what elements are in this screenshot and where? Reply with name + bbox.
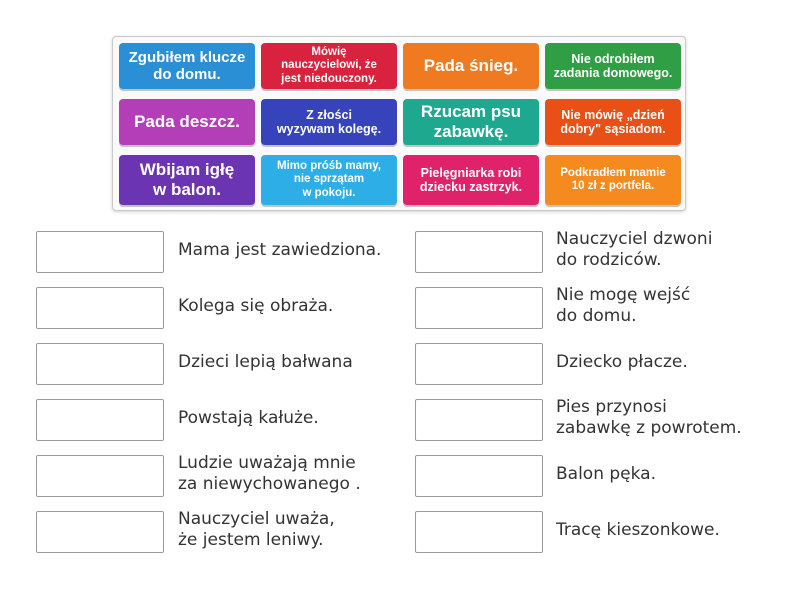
target-label-left-1: Kolega się obraża.: [178, 296, 334, 316]
drop-slot-right-4[interactable]: [415, 455, 543, 497]
tile-1[interactable]: [261, 43, 397, 89]
drop-slot-left-3[interactable]: [36, 399, 164, 441]
tile-2-label: Pada śnieg.: [423, 56, 519, 76]
drop-slot-right-5[interactable]: [415, 511, 543, 553]
tile-5[interactable]: [261, 99, 397, 145]
drop-slot-left-0[interactable]: [36, 231, 164, 273]
target-label-left-2: Dzieci lepią bałwana: [178, 352, 353, 372]
drop-slot-right-1[interactable]: [415, 287, 543, 329]
target-label-right-0: Nauczyciel dzwoni do rodziców.: [556, 229, 713, 270]
target-label-left-3: Powstają kałuże.: [178, 408, 319, 428]
tile-8[interactable]: [119, 155, 255, 205]
tile-8-label: Wbijam igłę w balon.: [139, 160, 235, 199]
tile-2[interactable]: [403, 43, 539, 89]
tile-9-label: Mimo próśb mamy, nie sprzątam w pokoju.: [277, 160, 381, 199]
target-label-right-5: Tracę kieszonkowe.: [556, 520, 720, 540]
drop-slot-right-0[interactable]: [415, 231, 543, 273]
drop-slot-right-2[interactable]: [415, 343, 543, 385]
drop-slot-right-3[interactable]: [415, 399, 543, 441]
target-label-right-3: Pies przynosi zabawkę z powrotem.: [556, 397, 742, 438]
drop-slot-left-5[interactable]: [36, 511, 164, 553]
drop-slot-left-4[interactable]: [36, 455, 164, 497]
tile-4[interactable]: [119, 99, 255, 145]
tile-10-label: Pielęgniarka robi dziecku zastrzyk.: [419, 165, 523, 194]
target-label-left-5: Nauczyciel uważa, że jestem leniwy.: [178, 509, 335, 550]
tile-3-label: Nie odrobiłem zadania domowego.: [553, 51, 673, 80]
tile-9[interactable]: [261, 155, 397, 205]
answer-bank: [112, 36, 686, 211]
target-label-right-4: Balon pęka.: [556, 464, 656, 484]
target-label-right-1: Nie mogę wejść do domu.: [556, 285, 691, 326]
drop-slot-left-1[interactable]: [36, 287, 164, 329]
tile-7[interactable]: [545, 99, 681, 145]
tile-4-label: Pada deszcz.: [134, 112, 240, 132]
target-label-left-0: Mama jest zawiedziona.: [178, 240, 382, 260]
target-label-left-4: Ludzie uważają mnie za niewychowanego .: [178, 453, 361, 494]
tile-11-label: Podkradłem mamie 10 zł z portfela.: [560, 166, 666, 192]
tile-0-label: Zgubiłem klucze do domu.: [128, 48, 246, 83]
tile-11[interactable]: [545, 155, 681, 205]
target-label-right-2: Dziecko płacze.: [556, 352, 688, 372]
tile-1-label: Mówię nauczycielowi, że jest niedouczony.: [281, 46, 377, 85]
tile-3[interactable]: [545, 43, 681, 89]
drop-slot-left-2[interactable]: [36, 343, 164, 385]
tile-5-label: Z złości wyzywam kolegę.: [276, 107, 382, 136]
tile-0[interactable]: [119, 43, 255, 89]
tile-6[interactable]: [403, 99, 539, 145]
tile-6-label: Rzucam psu zabawkę.: [420, 102, 522, 141]
tile-10[interactable]: [403, 155, 539, 205]
tile-7-label: Nie mówię „dzień dobry" sąsiadom.: [560, 107, 666, 136]
